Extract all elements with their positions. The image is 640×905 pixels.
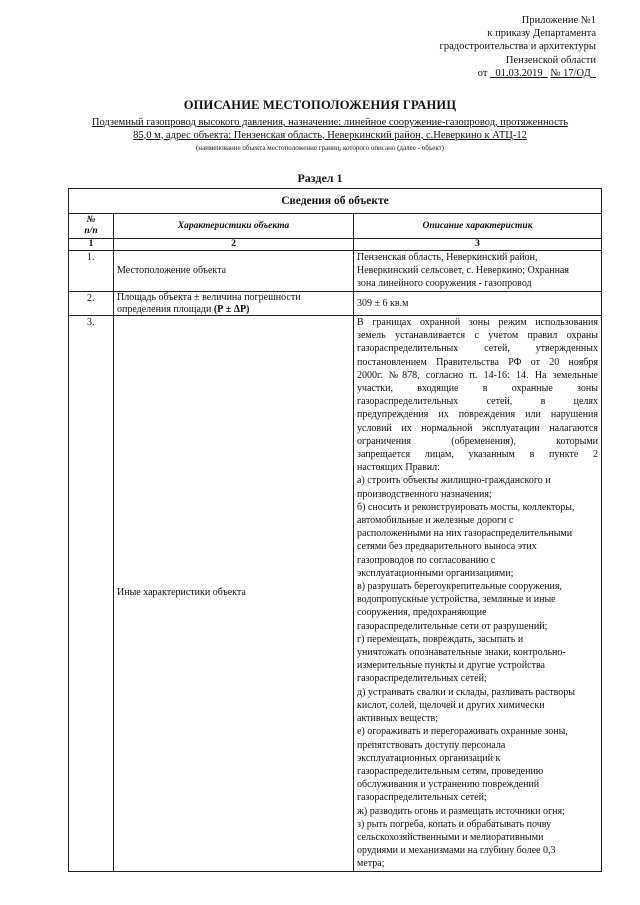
- description-line: активных веществ;: [357, 713, 438, 725]
- description-line: запрещается лицам, указанным в пункте 2: [357, 449, 598, 461]
- description-line: газораспределительным сетям, проведению: [357, 765, 544, 777]
- characteristic-line-1: Площадь объекта ± величина погрешности: [117, 292, 301, 303]
- appendix-number-value: 17/ОД: [563, 67, 591, 79]
- appendix-number-prefix: №: [550, 67, 561, 79]
- row-description: [354, 316, 602, 872]
- description-line: газопроводов по согласованию с: [357, 554, 496, 566]
- description-line: б) сносить и реконструировать мосты, коллекторы,: [357, 501, 575, 513]
- description-line: условий их нормальной эксплуатации налагаются: [357, 422, 598, 434]
- appendix-line-3: градостроительства и архитектуры: [439, 41, 596, 53]
- column-number-1: 1: [69, 239, 114, 251]
- section-title: Раздел 1: [297, 171, 343, 185]
- table-row: [69, 316, 602, 872]
- description-line: ограничения (обременения), которыми: [357, 435, 598, 447]
- appendix-block: [336, 14, 596, 80]
- column-numbers-row: [69, 239, 602, 251]
- column-number-2: 2: [114, 239, 354, 251]
- description-line: газораспределительных сетей, в целях: [357, 396, 598, 408]
- row-characteristic: [114, 292, 354, 316]
- description-line: препятствовать доступу персонала: [357, 739, 506, 751]
- description-line: уничтожать опознавательные знаки, контрольно-: [357, 647, 566, 659]
- row-characteristic: Иные характеристики объекта: [114, 316, 354, 872]
- row-description: 309 ± 6 кв.м: [354, 292, 602, 316]
- description-line: е) огораживать и перегораживать охранные зоны,: [357, 726, 568, 738]
- description-line: газораспределительные сети от разрушений;: [357, 620, 548, 632]
- appendix-line-2: к приказу Департамента: [487, 28, 596, 40]
- description-line: газораспределительных сетей;: [357, 792, 487, 804]
- description-line: з) рыть погреба, копать и обрабатывать почву: [357, 818, 552, 830]
- description-line: сельскохозяйственными и мелиоративными: [357, 831, 544, 843]
- description-line: сооружения, предохраняющие: [357, 607, 487, 619]
- description-line: г) перемещать, повреждать, засыпать и: [357, 633, 524, 645]
- description-line: измерительные пункты и другие устройства: [357, 660, 545, 672]
- table-row: [69, 292, 602, 316]
- description-line: автомобильные и железные дороги с: [357, 515, 514, 527]
- row-characteristic: Местоположение объекта: [114, 251, 354, 292]
- appendix-date-value: 01.03.2019: [495, 67, 543, 79]
- subject-note: (наименование объекта местоположение границ, которого описано (далее - объект): [195, 144, 445, 152]
- row-number: 2.: [69, 292, 114, 316]
- description-line: сетями без предварительного выноса этих: [357, 541, 537, 553]
- description-line: настоящих Правил:: [357, 462, 440, 474]
- document-title: ОПИСАНИЕ МЕСТОПОЛОЖЕНИЯ ГРАНИЦ: [183, 98, 457, 112]
- object-subject: [70, 117, 590, 142]
- description-line: д) устраивать свалки и склады, разливать растворы: [357, 686, 576, 698]
- description-line: постановлением Правительства РФ от 20 ноября: [357, 356, 598, 368]
- header-characteristic: Характеристики объекта: [114, 214, 354, 239]
- description-line: газораспределительных сетей;: [357, 673, 487, 685]
- description-line: В границах охранной зоны режим использования: [357, 317, 598, 328]
- description-line: кислот, солей, щелочей и других химически: [357, 699, 545, 711]
- description-line: газораспределительных сетей, утвержденных: [357, 343, 598, 355]
- description-line: водопропускные устройства, земляные и иные: [357, 594, 556, 606]
- row-number: 3.: [69, 316, 114, 872]
- description-line: предупреждения их повреждения или нарушения: [357, 409, 598, 421]
- row-number: 1.: [69, 251, 114, 292]
- table-row: [69, 251, 602, 292]
- header-num-line-2: п/п: [84, 226, 98, 236]
- subject-line-2: 85,0 м, адрес объекта: Пензенская область, Неверкинский район, с.Неверкино к АТЦ-12: [133, 129, 527, 141]
- description-line: метра;: [357, 858, 385, 870]
- description-line: в) разрушать берегоукрепительные сооружения,: [357, 581, 562, 593]
- description-line: ж) разводить огонь и размещать источники огня;: [357, 805, 565, 817]
- description-line: земель устанавливается с учетом правил охраны: [357, 330, 598, 342]
- description-line: 2000г. №878, согласно п. 14-16: 14. На земельные: [357, 369, 598, 381]
- appendix-date-line: [336, 67, 596, 80]
- characteristic-line-2: определения площади: [117, 303, 212, 315]
- appendix-date-prefix: от: [477, 67, 488, 79]
- row-description: [354, 251, 602, 292]
- subject-line-1: Подземный газопровод высокого давления, назначение: линейное сооружение-газопровод, протяженность: [91, 117, 569, 128]
- appendix-date: [490, 68, 548, 79]
- description-line: Пензенская область, Неверкинский район,: [357, 252, 538, 263]
- header-num-line-1: №: [86, 215, 96, 225]
- description-line: расположенными на них газораспределительными: [357, 528, 573, 540]
- description-line: а) строить объекты жилищно-гражданского и: [357, 475, 551, 487]
- description-line: участки, входящие в охранные зоны: [357, 383, 598, 395]
- description-line: орудиями и механизмами на глубину более 0,3: [357, 845, 556, 857]
- appendix-number: [560, 68, 596, 79]
- description-line: эксплуатационными организациями;: [357, 567, 514, 579]
- column-number-3: 3: [354, 239, 602, 251]
- description-line: обслуживания и устранению повреждений: [357, 779, 540, 791]
- table-caption-row: [69, 189, 602, 214]
- object-info-table: [68, 188, 602, 872]
- description-line: Неверкинский сельсовет, с. Неверкино; Охранная: [357, 265, 569, 277]
- header-num: [69, 214, 114, 239]
- header-description: Описание характеристик: [354, 214, 602, 239]
- appendix-line-1: Приложение №1: [521, 15, 596, 26]
- description-line: зона линейного сооружения - газопровод: [357, 278, 532, 290]
- table-header-row: [69, 214, 602, 239]
- table-caption: Сведения об объекте: [69, 189, 602, 214]
- appendix-line-4: Пензенской области: [505, 54, 596, 66]
- area-formula: (Р ± ΔР): [213, 303, 250, 315]
- description-line: производственного назначения;: [357, 488, 492, 500]
- description-line: эксплуатационных организаций к: [357, 752, 501, 764]
